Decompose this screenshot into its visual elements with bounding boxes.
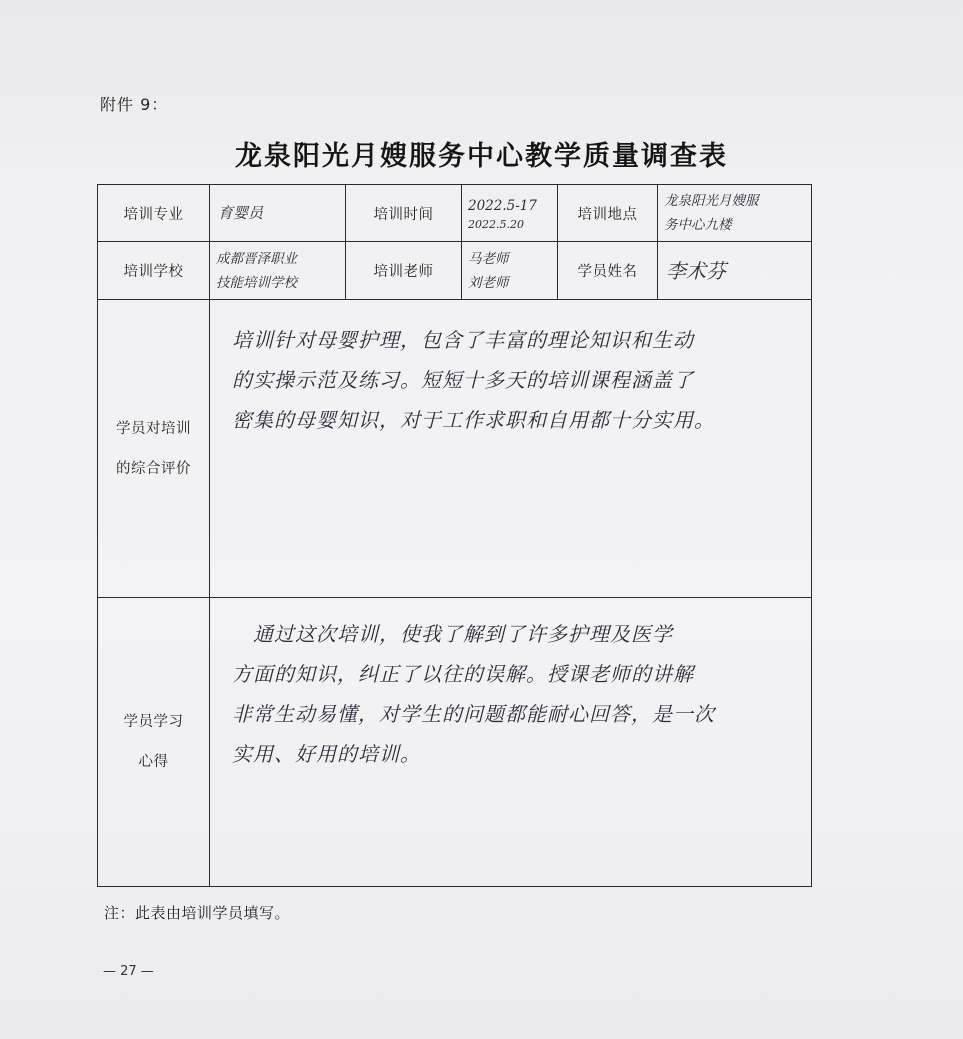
experience-line: 实用、好用的培训。 [232,742,421,766]
experience-label-line1: 学员学习 [123,714,184,730]
footer-note: 注：此表由培训学员填写。 [104,904,291,922]
teacher-label: 培训老师 [346,242,462,300]
survey-table [97,184,812,887]
time-value-start: 2022.5-17 [468,198,537,214]
time-label: 培训时间 [346,185,462,242]
teacher-value-cell [462,242,558,300]
experience-label-line2: 心得 [138,754,169,770]
experience-line: 通过这次培训，使我了解到了许多护理及医学 [232,622,673,646]
school-value-line1: 成都晋泽职业 [216,250,297,267]
school-label: 培训学校 [98,242,210,300]
table-row-major [98,185,812,242]
evaluation-line: 密集的母婴知识，对于工作求职和自用都十分实用。 [232,408,715,432]
school-value-line2: 技能培训学校 [216,274,297,291]
table-row-experience [98,598,812,887]
evaluation-line: 的实操示范及练习。短短十多天的培训课程涵盖了 [232,368,694,392]
student-value: 李术芬 [666,258,726,283]
experience-line: 方面的知识，纠正了以往的误解。授课老师的讲解 [232,662,694,686]
evaluation-label-line1: 学员对培训 [116,420,191,437]
place-value-line2: 务中心九楼 [664,217,732,233]
school-value-cell [210,242,346,300]
major-label: 培训专业 [98,185,210,242]
evaluation-line: 培训针对母婴护理，包含了丰富的理论知识和生动 [232,328,694,352]
evaluation-label-cell [98,300,210,598]
evaluation-text-cell [210,300,812,598]
teacher-value-line1: 马老师 [468,250,509,267]
time-value-end: 2022.5.20 [468,218,524,231]
place-value-cell [658,185,812,242]
experience-label-cell [98,598,210,887]
table-row-school [98,242,812,300]
place-value-line1: 龙泉阳光月嫂服 [664,193,759,209]
place-label: 培训地点 [558,185,658,242]
attachment-label: 附件 9： [100,95,169,114]
student-label: 学员姓名 [558,242,658,300]
table-row-evaluation [98,300,812,598]
experience-text-cell [210,598,812,887]
student-value-cell [658,242,812,300]
major-value: 育婴员 [218,204,264,222]
major-value-cell [210,185,346,242]
page-number: — 27 — [103,964,154,979]
time-value-cell [462,185,558,242]
form-title: 龙泉阳光月嫂服务中心教学质量调查表 [235,141,728,172]
teacher-value-line2: 刘老师 [468,274,509,291]
evaluation-label-line2: 的综合评价 [116,460,191,477]
experience-line: 非常生动易懂，对学生的问题都能耐心回答，是一次 [232,702,715,726]
